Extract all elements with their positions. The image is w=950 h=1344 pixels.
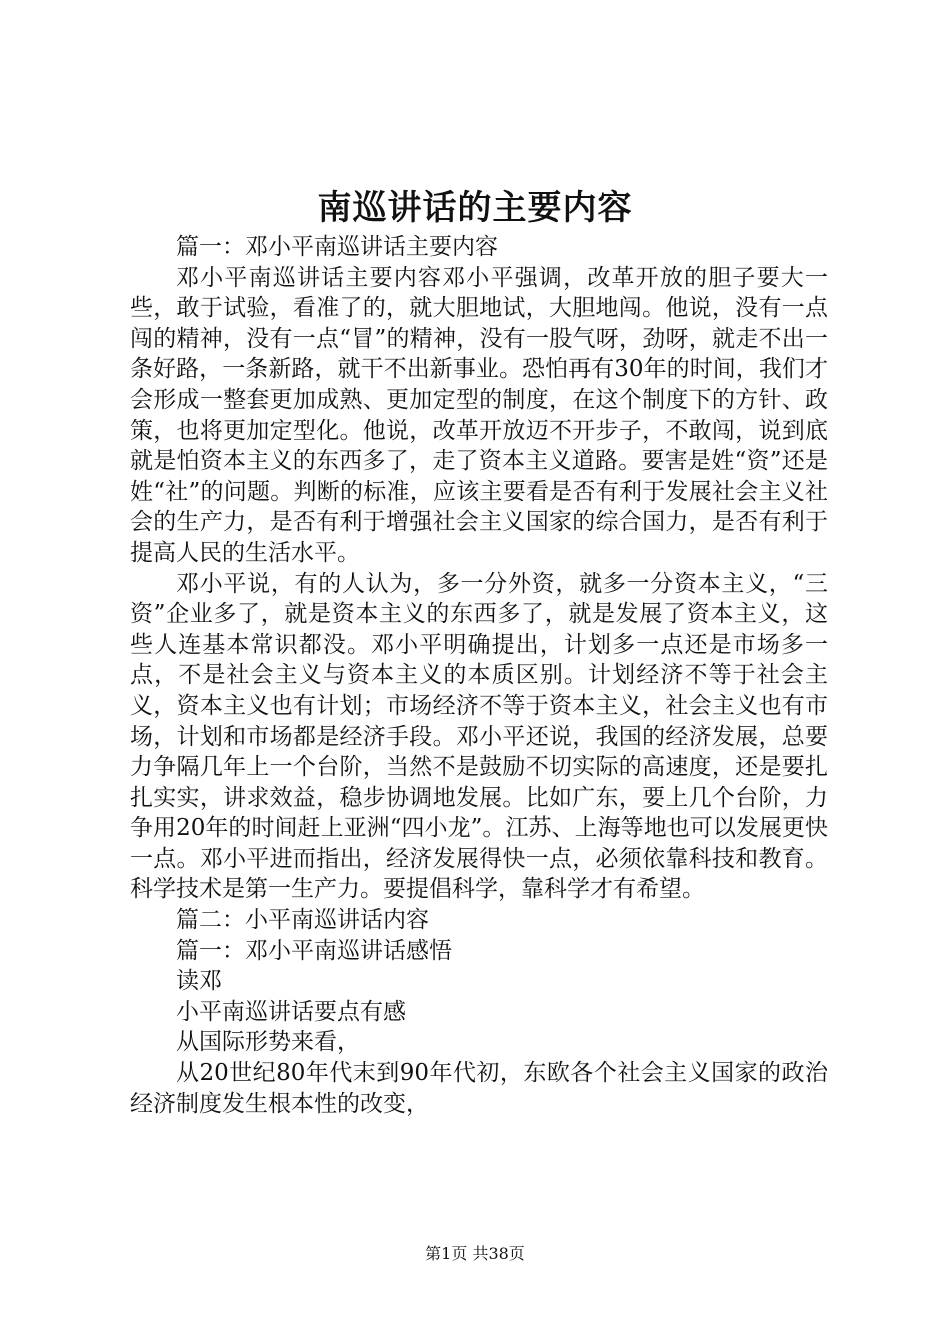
paragraph: 邓小平南巡讲话主要内容邓小平强调，改革开放的胆子要大一些，敢于试验，看准了的，就大胆地试，大胆地闯。他说，没有一点闯的精神，没有一点“冒”的精神，没有一股气呀，劲呀，就走不出一条好路，一条新路，就干不出新事业。恐怕再有30年的时间，我们才会形成一整套更加成熟、更加定型的制度，在这个制度下的方针、政策，也将更加定型化。他说，改革开放迈不开步子，不敢闯，说到底就是怕资本主义的东西多了，走了资本主义道路。要害是姓“资”还是姓“社”的问题。判断的标准，应该主要看是否有利于发展社会主义社会的生产力，是否有利于增强社会主义国家的综合国力，是否有利于提高人民的生活水平。 — [130, 264, 828, 566]
paragraph: 从20世纪80年代末到90年代初，东欧各个社会主义国家的政治经济制度发生根本性的改变， — [130, 1060, 828, 1117]
paragraph: 读邓 — [176, 968, 222, 995]
page-number-footer: 第1页 共38页 — [425, 1244, 525, 1263]
paragraph: 篇一：邓小平南巡讲话感悟 — [176, 937, 452, 964]
paragraph: 篇二：小平南巡讲话内容 — [176, 907, 429, 934]
document-body — [130, 232, 828, 1119]
paragraph: 篇一：邓小平南巡讲话主要内容 — [176, 234, 498, 260]
paragraph: 从国际形势来看， — [176, 1029, 360, 1056]
paragraph: 小平南巡讲话要点有感 — [176, 998, 406, 1025]
paragraph: 邓小平说，有的人认为，多一分外资，就多一分资本主义，“三资”企业多了，就是资本主义的东西多了，就是发展了资本主义，这些人连基本常识都没。邓小平明确提出，计划多一点还是市场多一点，不是社会主义与资本主义的本质区别。计划经济不等于社会主义，资本主义也有计划；市场经济不等于资本主义，社会主义也有市场，计划和市场都是经济手段。邓小平还说，我国的经济发展，总要力争隔几年上一个台阶，当然不是鼓励不切实际的高速度，还是要扎扎实实，讲求效益，稳步协调地发展。比如广东，要上几个台阶，力争用20年的时间赶上亚洲“四小龙”。江苏、上海等地也可以发展更快一点。邓小平进而指出，经济发展得快一点，必须依靠科技和教育。科学技术是第一生产力。要提倡科学，靠科学才有希望。 — [130, 570, 828, 903]
document-title: 南巡讲话的主要内容 — [317, 188, 633, 228]
